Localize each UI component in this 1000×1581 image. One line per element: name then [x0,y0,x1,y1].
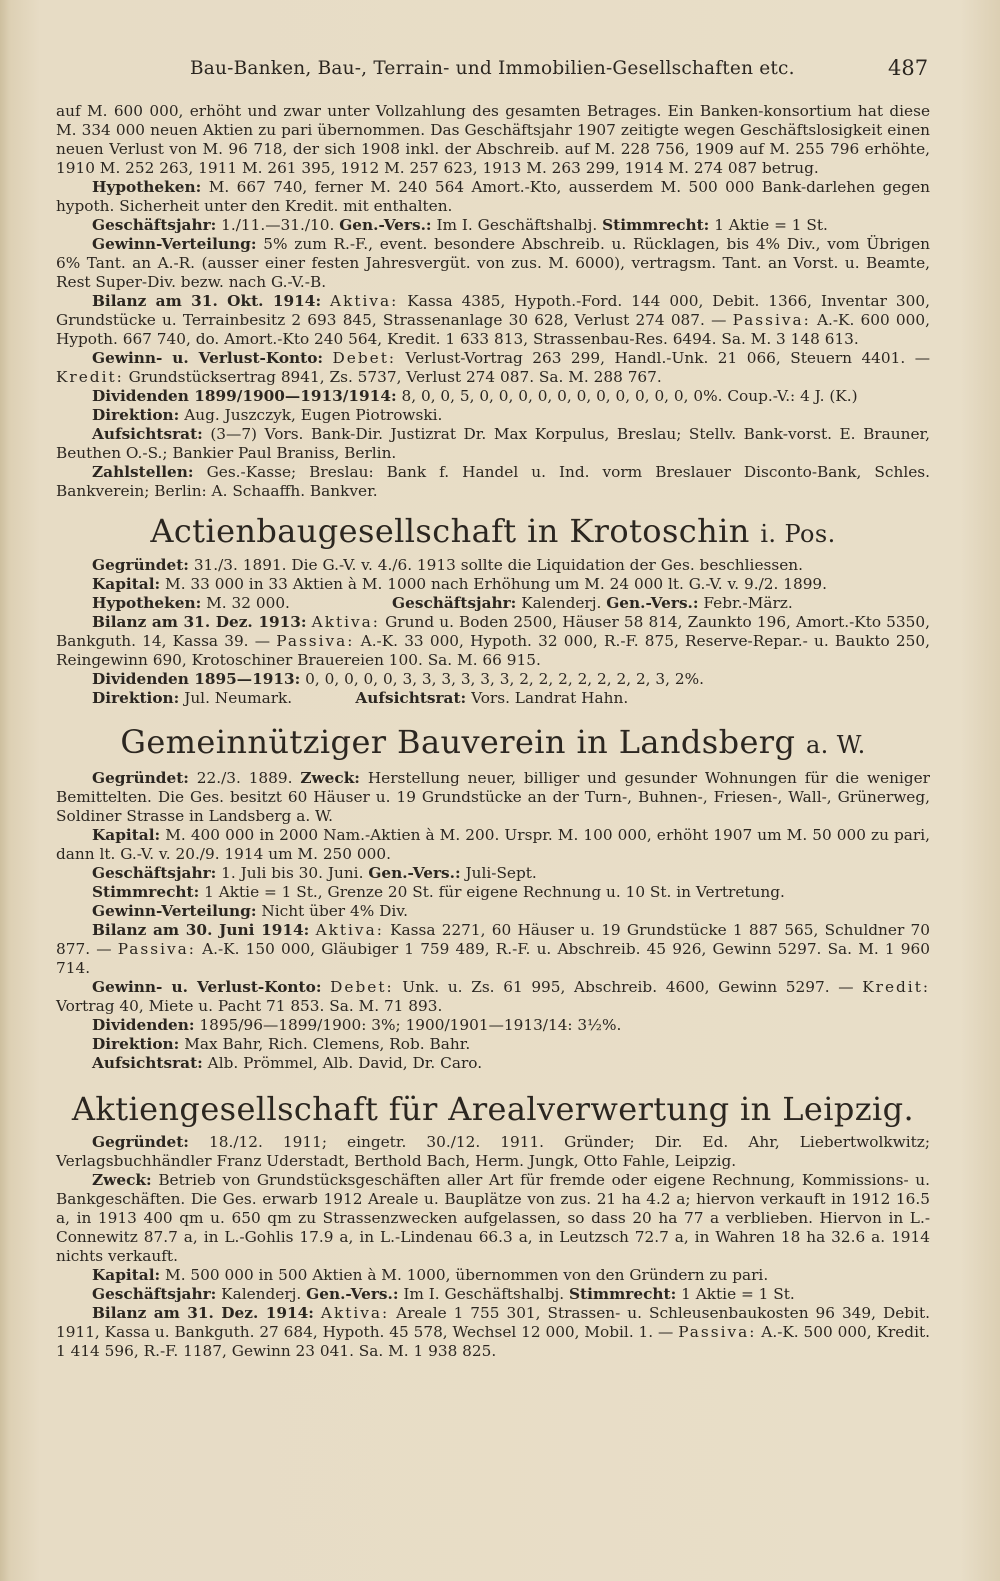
dividenden-entry: Dividenden 1895—1913: 0, 0, 0, 0, 0, 3, 3, 3, 3, 3, 3, 2, 2, 2, 2, 2, 2, 2, 3, 2%. [92,670,704,688]
company-heading-landsberg: Gemeinnütziger Bauverein in Landsberg a. W. [120,723,866,761]
company-heading-leipzig: Aktiengesellschaft für Arealverwertung in Leipzig. [71,1090,915,1128]
gewinn-verteilung-entry: Gewinn-Verteilung: 5% zum R.-F., event. besondere Abschreib. u. Rücklagen, bis 4% Div., vom Übrigen 6% Tant. an A.-R. (ausser einer festen Jahresvergüt. von zus. M. 6000), vertragsm. Tant. an Vorst. u. Beamte, Rest Super-Div. bezw. nach G.-V.-B. [56,235,930,291]
zahlstellen-entry: Zahlstellen: Ges.-Kasse; Breslau: Bank f. Handel u. Ind. vorm Breslauer Disconto-Bank, Schles. Bankverein; Berlin: A. Schaaffh. Bankver. [56,463,930,500]
geschaeftsjahr-entry: Geschäftsjahr: Kalenderj. Gen.-Vers.: Im I. Geschäftshalbj. Stimmrecht: 1 Aktie = 1 St. [92,1285,795,1303]
kapital-entry: Kapital: M. 500 000 in 500 Aktien à M. 1000, übernommen von den Gründern zu pari. [92,1266,769,1284]
gewinn-verlust-entry: Gewinn- u. Verlust-Konto: Debet: Unk. u. Zs. 61 995, Abschreib. 4600, Gewinn 5297. — Kredit: Vortrag 40, Miete u. Pacht 71 853. Sa. M. 71 893. [56,978,930,1015]
page-content [56,102,930,1361]
header-title: Bau-Banken, Bau-, Terrain- und Immobilien-Gesellschaften etc. [190,58,795,79]
company-heading-krotoschin: Actienbaugesellschaft in Krotoschin i. Pos. [150,512,836,550]
direktion-entry: Direktion: Max Bahr, Rich. Clemens, Rob. Bahr. [92,1035,471,1053]
gegruendet-entry: Gegründet: 22./3. 1889. Zweck: Herstellung neuer, billiger und gesunder Wohnungen für die weniger Bemittelten. Die Ges. besitzt 60 Häuser u. 19 Grundstücke an der Turn-, Buhnen-, Friesen-, Wall-, Grünerweg, Soldiner Strasse in Landsberg a. W. [56,769,930,825]
direktion-entry: Direktion: Jul. Neumark. Aufsichtsrat: Vors. Landrat Hahn. [92,689,629,707]
stimmrecht-entry: Stimmrecht: 1 Aktie = 1 St., Grenze 20 St. für eigene Rechnung u. 10 St. in Vertretung. [92,883,785,901]
direktion-entry: Direktion: Aug. Juszczyk, Eugen Piotrowski. [92,406,443,424]
geschaeftsjahr-entry: Geschäftsjahr: 1. Juli bis 30. Juni. Gen.-Vers.: Juli-Sept. [92,864,537,882]
dividenden-entry: Dividenden 1899/1900—1913/1914: 8, 0, 0, 5, 0, 0, 0, 0, 0, 0, 0, 0, 0, 0, 0, 0%. Coup.-V.: 4 J. (K.) [92,387,858,405]
intro-paragraph: auf M. 600 000, erhöht und zwar unter Vollzahlung des gesamten Betrages. Ein Banken-konsortium hat diese M. 334 000 neuen Aktien zu pari übernommen. Das Geschäftsjahr 1907 zeitigte wegen Geschäftslosigkeit einen neuen Verlust von M. 96 718, der sich 1908 inkl. der Abschreib. auf M. 228 756, 1909 auf M. 255 796 erhöhte, 1910 M. 252 263, 1911 M. 261 395, 1912 M. 257 623, 1913 M. 263 299, 1914 M. 274 087 betrug. [56,102,930,177]
bilanz-entry: Bilanz am 31. Dez. 1913: Aktiva: Grund u. Boden 2500, Häuser 58 814, Zaunkto 196, Amort.-Kto 5350, Bankguth. 14, Kassa 39. — Passiva: A.-K. 33 000, Hypoth. 32 000, R.-F. 875, Reserve-Repar.- u. Baukto 250, Reingewinn 690, Krotoschiner Brauereien 100. Sa. M. 66 915. [56,613,930,669]
geschaeftsjahr-entry: Geschäftsjahr: 1./11.—31./10. Gen.-Vers.: Im I. Geschäftshalbj. Stimmrecht: 1 Aktie = 1 St. [92,216,828,234]
gegruendet-entry: Gegründet: 31./3. 1891. Die G.-V. v. 4./6. 1913 sollte die Liquidation der Ges. beschliessen. [92,556,803,574]
zweck-entry: Zweck: Betrieb von Grundstücksgeschäften aller Art für fremde oder eigene Rechnung, Kommissions- u. Bankgeschäften. Die Ges. erwarb 1912 Areale u. Bauplätze von zus. 21 ha 4.2 a; hiervon verkauft in 1912 16.5 a, in 1913 400 qm u. 650 qm zu Strassenzwecken aufgelassen, so dass 20 ha 77 a verblieben. Hiervon in L.-Connewitz 87.7 a, in L.-Gohlis 17.9 a, in L.-Lindenau 66.3 a, in Leutzsch 72.7 a, in Wahren 18 ha 32.6 a. 1914 nichts verkauft. [56,1171,930,1265]
aufsichtsrat-entry: Aufsichtsrat: (3—7) Vors. Bank-Dir. Justizrat Dr. Max Korpulus, Breslau; Stellv. Bank-vorst. E. Brauner, Beuthen O.-S.; Bankier Paul Braniss, Berlin. [56,425,930,462]
bilanz-entry: Bilanz am 31. Dez. 1914: Aktiva: Areale 1 755 301, Strassen- u. Schleusenbaukosten 96 349, Debit. 1911, Kassa u. Bankguth. 27 684, Hypoth. 45 578, Wechsel 12 000, Mobil. 1. — Passiva: A.-K. 500 000, Kredit. 1 414 596, R.-F. 1187, Gewinn 23 041. Sa. M. 1 938 825. [56,1304,930,1360]
hypotheken-entry: Hypotheken: M. 667 740, ferner M. 240 564 Amort.-Kto, ausserdem M. 500 000 Bank-darlehen gegen hypoth. Sicherheit unter den Kredit. mit enthalten. [56,178,930,215]
gewinn-verlust-entry: Gewinn- u. Verlust-Konto: Debet: Verlust-Vortrag 263 299, Handl.-Unk. 21 066, Steuern 4401. — Kredit: Grundstücksertrag 8941, Zs. 5737, Verlust 274 087. Sa. M. 288 767. [56,349,930,386]
aufsichtsrat-entry: Aufsichtsrat: Alb. Prömmel, Alb. David, Dr. Caro. [92,1054,483,1072]
kapital-entry: Kapital: M. 33 000 in 33 Aktien à M. 1000 nach Erhöhung um M. 24 000 lt. G.-V. v. 9./2. 1899. [92,575,828,593]
kapital-entry: Kapital: M. 400 000 in 2000 Nam.-Aktien à M. 200. Urspr. M. 100 000, erhöht 1907 um M. 50 000 zu pari, dann lt. G.-V. v. 20./9. 1914 um M. 250 000. [56,826,930,863]
gewinn-verteilung-entry: Gewinn-Verteilung: Nicht über 4% Div. [92,902,408,920]
gegruendet-entry: Gegründet: 18./12. 1911; eingetr. 30./12. 1911. Gründer; Dir. Ed. Ahr, Liebertwolkwitz; Verlagsbuchhändler Franz Uderstadt, Berthold Bach, Herm. Jungk, Otto Fahle, Leipzig. [56,1133,930,1170]
bilanz-entry: Bilanz am 31. Okt. 1914: Aktiva: Kassa 4385, Hypoth.-Ford. 144 000, Debit. 1366, Inventar 300, Grundstücke u. Terrainbesitz 2 693 845, Strassenanlage 30 628, Verlust 274 087. — Passiva: A.-K. 600 000, Hypoth. 667 740, do. Amort.-Kto 240 564, Kredit. 1 633 813, Strassenbau-Res. 6494. Sa. M. 3 148 613. [56,292,930,348]
hypotheken-entry: Hypotheken: M. 32 000. Geschäftsjahr: Kalenderj. Gen.-Vers.: Febr.-März. [92,594,793,612]
running-header [0,58,1000,88]
bilanz-entry: Bilanz am 30. Juni 1914: Aktiva: Kassa 2271, 60 Häuser u. 19 Grundstücke 1 887 565, Schuldner 70 877. — Passiva: A.-K. 150 000, Gläubiger 1 759 489, R.-F. u. Abschreib. 45 926, Gewinn 5297. Sa. M. 1 960 714. [56,921,930,977]
dividenden-entry: Dividenden: 1895/96—1899/1900: 3%; 1900/1901—1913/14: 3½%. [92,1016,622,1034]
page-number: 487 [888,56,929,80]
